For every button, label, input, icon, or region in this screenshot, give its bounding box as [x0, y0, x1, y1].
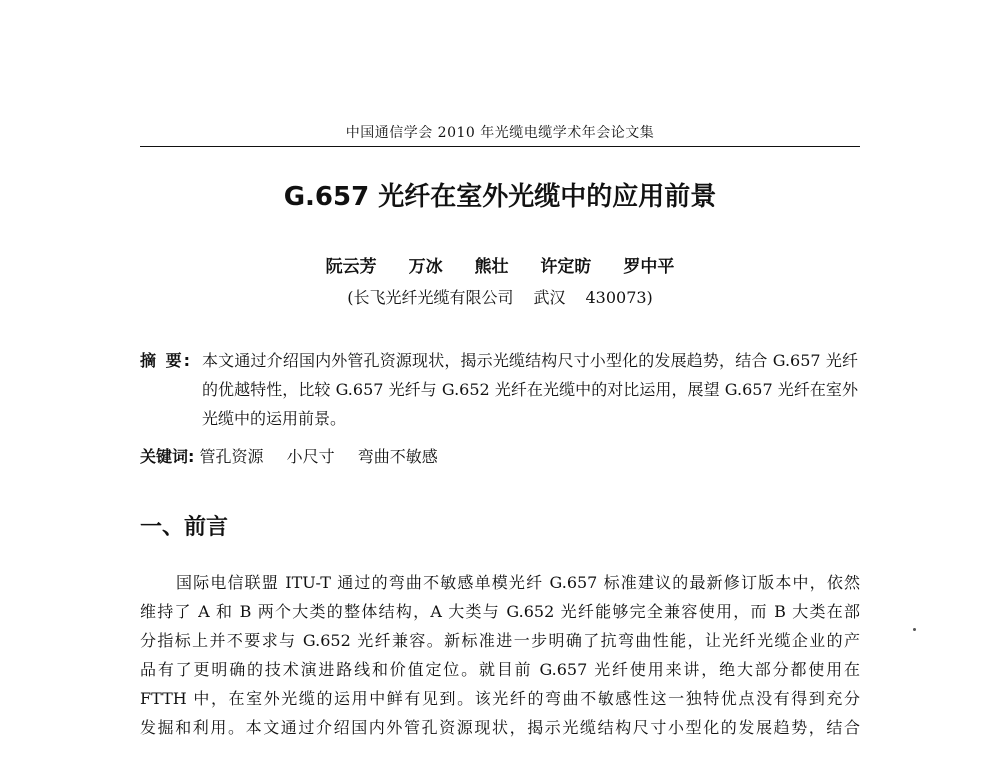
running-header: 中国通信学会 2010 年光缆电缆学术年会论文集 — [345, 125, 655, 141]
keyword: 小尺寸 — [286, 447, 335, 466]
author: 阮云芳 — [325, 257, 377, 277]
keywords — [140, 442, 860, 471]
body-line: 维持了 A 和 B 两个大类的整体结构，A 大类与 G.652 光纤能够完全兼容使用，而 B 大类在部 — [140, 602, 860, 621]
scan-artifact-dot — [913, 628, 916, 631]
abstract-label: 摘 要: — [140, 351, 192, 370]
body-line: FTTH 中，在室外光缆的运用中鲜有见到。该光纤的弯曲不敏感性这一独特优点没有得到充分 — [140, 689, 860, 708]
keyword: 弯曲不敏感 — [357, 447, 438, 466]
author: 万冰 — [408, 257, 443, 277]
affiliation-open-paren: ( — [347, 288, 354, 307]
keyword: 管孔资源 — [199, 447, 264, 466]
keywords-label: 关键词: — [140, 447, 195, 466]
affiliation-org: 长飞光纤光缆有限公司 — [353, 288, 514, 307]
affiliation-city: 武汉 — [533, 288, 566, 307]
affiliation-close-paren: ) — [646, 288, 653, 307]
affiliation — [140, 285, 860, 308]
header-rule — [140, 146, 860, 147]
paper-title: G.657 光纤在室外光缆中的应用前景 — [283, 182, 717, 212]
body-line: 分指标上并不要求与 G.652 光纤兼容。新标准进一步明确了抗弯曲性能，让光纤光缆企业的产 — [140, 631, 860, 650]
body-line: 品有了更明确的技术演进路线和价值定位。就目前 G.657 光纤使用来讲，绝大部分都使用在 — [140, 660, 860, 679]
body-line: 国际电信联盟 ITU-T 通过的弯曲不敏感单模光纤 G.657 标准建议的最新修订版本中，依然 — [176, 573, 860, 592]
body-paragraph — [140, 568, 860, 742]
affiliation-postcode: 430073 — [585, 288, 647, 307]
author: 熊壮 — [474, 257, 509, 277]
author-list — [140, 252, 860, 277]
section-heading: 一、前言 — [140, 515, 229, 540]
author: 罗中平 — [623, 257, 675, 277]
author: 许定昉 — [540, 257, 592, 277]
abstract-text: 本文通过介绍国内外管孔资源现状，揭示光缆结构尺寸小型化的发展趋势，结合 G.657 光纤的优越特性，比较 G.657 光纤与 G.652 光纤在光缆中的对比运用，展望 G.657 光纤在室外光缆中的运用前景。 — [202, 351, 858, 428]
body-line: 发掘和利用。本文通过介绍国内外管孔资源现状，揭示光缆结构尺寸小型化的发展趋势，结合 — [140, 718, 860, 737]
